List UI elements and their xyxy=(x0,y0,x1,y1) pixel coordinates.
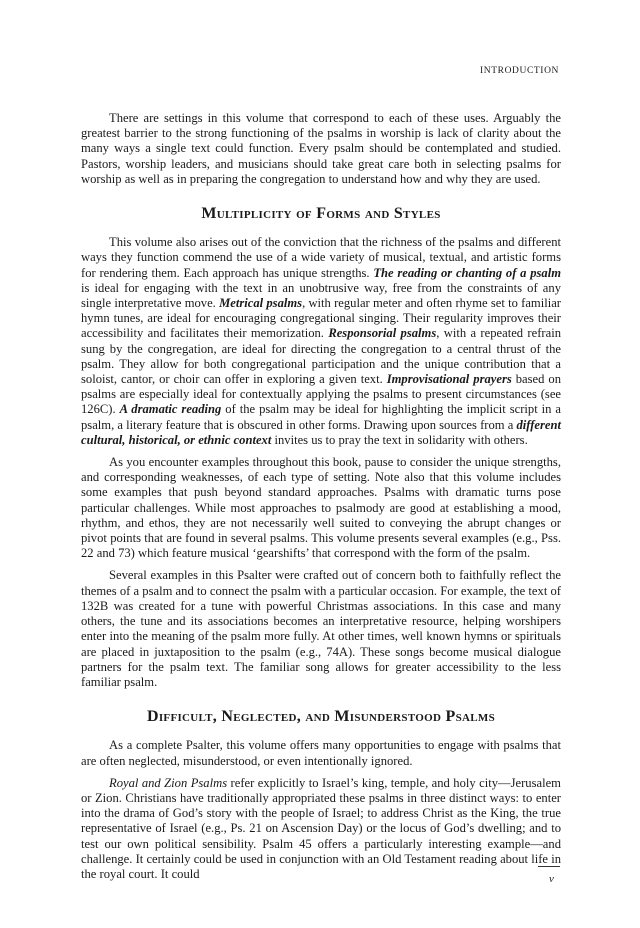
text-run: of the psalm may be ideal for highlighting the implicit script in a psalm, a literary feature that is obscured in other forms. Drawing upon sources from a xyxy=(81,402,562,432)
term-metrical-psalms: Metrical psalms xyxy=(219,296,303,311)
term-responsorial-psalms: Responsorial psalms xyxy=(328,326,437,341)
text-run: based on psalms are especially ideal for contextually applying the psalms to present circumstances (see 126C). xyxy=(81,372,562,417)
difficult-paragraph-2 xyxy=(81,776,561,882)
term-improvisational-prayers: Improvisational prayers xyxy=(386,372,512,387)
running-head: INTRODUCTION xyxy=(480,66,559,76)
section-heading-difficult: Difficult, Neglected, and Misunderstood Psalms xyxy=(146,708,496,726)
intro-paragraph: There are settings in this volume that correspond to each of these uses. Arguably the greatest barrier to the strong functioning of the psalms in worship is lack of clarity about the many ways a single text could function. Every psalm should be contemplated and studied. Pastors, worship leaders, and musicians should take great care both in selecting psalms for worship as well as in preparing the congregation to understand how and why they are used. xyxy=(81,111,561,186)
forms-paragraph-1 xyxy=(81,235,561,448)
forms-paragraph-2: As you encounter examples throughout this book, pause to consider the unique strengths, and corresponding weaknesses, of each type of setting. Note also that this volume includes some examples that push beyond standard approaches. Psalms with dramatic turns pose particular challenges. While most approaches to psalmody are good at establishing a mood, rhythm, and ethos, they are not necessarily well suited to conveying the abrupt changes or pivot points that are found in several psalms. This volume presents several examples (e.g., Pss. 22 and 73) which feature musical ‘gearshifts’ that correspond with the form of the psalm. xyxy=(81,455,561,561)
term-reading-chanting: The reading or chanting of a psalm xyxy=(373,265,562,280)
page-body xyxy=(81,111,561,889)
folio-rule xyxy=(538,866,560,867)
forms-paragraph-3: Several examples in this Psalter were crafted out of concern both to faithfully reflect the themes of a psalm and to connect the psalm with a particular occasion. For example, the text of 132B was created for a tune with powerful Christmas associations. In this case and many others, the tune and its associations becomes an interpretative resource, helping worshipers enter into the meaning of the psalm more fully. At other times, well known hymns or spirituals are placed in juxtaposition to the psalm (e.g., 74A). These songs become musical dialogue partners for the psalm text. The familiar song allows for greater accessibility to the less familiar psalm. xyxy=(81,568,561,689)
section-heading-forms: Multiplicity of Forms and Styles xyxy=(201,205,441,223)
page-number: v xyxy=(549,873,554,885)
text-run: This volume also arises out of the conviction that the richness of the psalms and different ways they function commend the use of a wide variety of musical, textual, and artistic forms for rendering them. Each approach has unique strengths. xyxy=(81,235,561,280)
difficult-paragraph-1: As a complete Psalter, this volume offers many opportunities to engage with psalms that are often neglected, misunderstood, or even intentionally ignored. xyxy=(81,738,561,768)
text-run: invites us to pray the text in solidarity with others. xyxy=(271,432,528,447)
text-run: refer explicitly to Israel’s king, temple, and holy city—Jerusalem or Zion. Christians have traditionally appropriated these psalms in three distinct ways: to enter into the drama of God’s story with the people of Israel; to address Christ as the King, the true representative of Israel (e.g., Ps. 21 on Ascension Day) or the locus of God’s dwelling; and to test our own political sensibility. Psalm 45 offers a particularly interesting example—and challenge. It certainly could be used in conjunction with an Old Testament reading about life in the royal court. It could xyxy=(81,775,561,881)
text-run: , with a repeated refrain sung by the congregation, are ideal for directing the congregation to a central thrust of the psalm. They allow for both congregational participation and the unique contribution that a soloist, cantor, or choir can offer in exploring a given text. xyxy=(81,326,561,387)
term-different-context: different cultural, historical, or ethnic context xyxy=(81,417,561,447)
text-run: , with regular meter and often rhyme set to familiar hymn tunes, are ideal for encouraging congregational singing. Their regularity improves their accessibility and facilitates their memorization. xyxy=(81,296,561,341)
term-royal-zion-psalms: Royal and Zion Psalms xyxy=(109,775,228,790)
text-run: is ideal for engaging with the text in an unobtrusive way, free from the constraints of any single interpretative move. xyxy=(81,280,561,311)
term-dramatic-reading: A dramatic reading xyxy=(119,402,222,417)
